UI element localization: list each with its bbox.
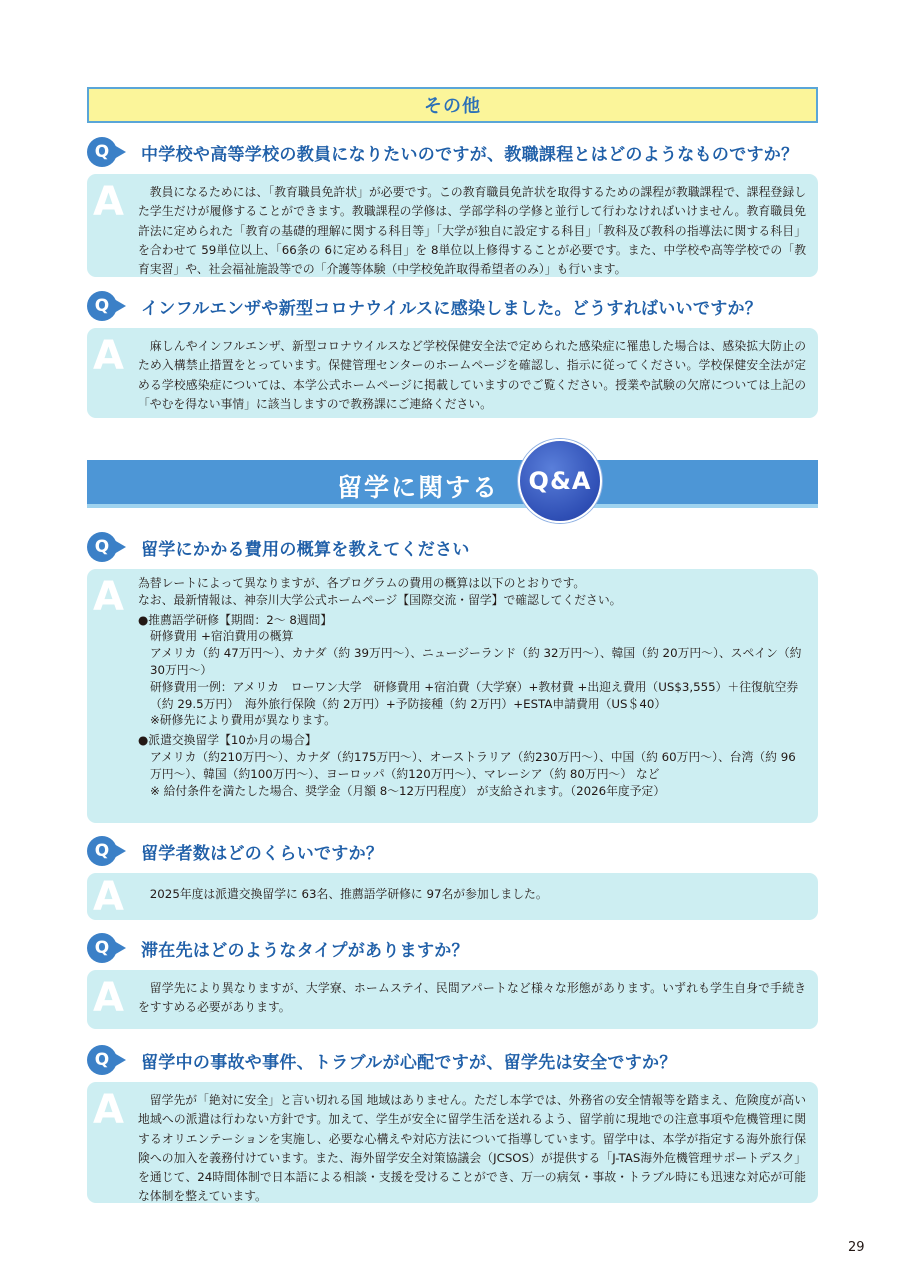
answer-text: 留学先により異なりますが、大学寮、ホームステイ、民間アパートなど様々な形態があります。いずれも学生自身で手続きをすすめる必要があります。 — [138, 981, 806, 1015]
question-row — [87, 137, 818, 167]
answer-icon: A — [93, 874, 124, 920]
answer-line: アメリカ（約 47万円～）、カナダ（約 39万円～）、ニュージーランド（約 32万円～）、韓国（約 20万円～）、スペイン（約 30万円～） — [150, 646, 802, 677]
question-text: 中学校や高等学校の教員になりたいのですが、教職課程とはどのようなものですか？ — [141, 144, 799, 165]
answer-icon: A — [93, 574, 124, 620]
answer-heading: ●派遣交換留学【10か月の場合】 — [138, 733, 317, 748]
question-text: 留学中の事故や事件、トラブルが心配ですが、留学先は安全ですか？ — [141, 1052, 677, 1073]
answer-text: 2025年度は派遣交換留学に 63名、推薦語学研修に 97名が参加しました。 — [149, 887, 548, 901]
question-icon: Q — [87, 291, 131, 321]
question-icon: Q — [87, 1045, 131, 1075]
question-text: インフルエンザや新型コロナウイルスに感染しました。どうすればいいですか？ — [141, 298, 763, 319]
answer-text: 教員になるためには、「教育職員免許状」が必要です。この教育職員免許状を取得するための課程が教職課程で、課程登録した学生だけが履修することができます。教職課程の学修は、学部学科の学修と並行して行わなければいけません。教育職員免許法に定められた「教育の基礎的理解に関する科目等」「大学が独自に設定する科目」「教科及び教科の指導法に関する科目」を合わせて 59単位以上、「66条の 6に定める科目」を 8単位以上修得することが必要です。また、中学校や高等学校での「教育実習」や、社会福祉施設等での「介護等体験（中学校免許取得希望者のみ）」も行います。 — [138, 185, 806, 277]
question-text: 滞在先はどのようなタイプがありますか？ — [141, 940, 469, 961]
question-text: 留学者数はどのくらいですか？ — [141, 843, 384, 864]
answer-line: アメリカ（約210万円～）、カナダ（約175万円～）、オーストラリア（約230万円～）、中国（約 60万円～）、台湾（約 96万円～）、韓国（約100万円～）、ヨーロッパ（約120万円～）、マレーシア（約 80万円～） など — [150, 749, 796, 781]
question-icon: Q — [87, 836, 131, 866]
qa-header-band — [87, 460, 818, 508]
question-icon: Q — [87, 137, 131, 167]
qa-badge-text: Q&A — [528, 467, 592, 495]
answer-line: 為替レートによって異なりますが、各プログラムの費用の概算は以下のとおりです。 — [138, 576, 586, 590]
question-row — [87, 1045, 818, 1075]
answer-box — [87, 970, 818, 1029]
answer-icon: A — [93, 179, 124, 225]
qa-header-title: 留学に関する — [337, 473, 500, 502]
answer-text: 留学先が「絶対に安全」と言い切れる国 地域はありません。ただし本学では、外務省の安全情報等を踏まえ、危険度が高い地域への派遣は行わない方針です。加えて、学生が安全に留学生活を送れるよう、留学前に現地での注意事項や危機管理に関するオリエンテーションを実施し、必要な心構えや対応方法について指導しています。留学中は、本学が指定する海外旅行保険への加入を義務付けています。また、海外留学安全対策協議会（JCSOS）が提供する「J-TAS海外危機管理サポートデスク」を通じて、24時間体制で日本語による相談・支援を受けることができ、万一の病気・事故・トラブル時にも迅速な対応が可能な体制を整えています。 — [138, 1093, 806, 1204]
question-row — [87, 933, 818, 963]
section-banner — [87, 87, 818, 123]
answer-note: ※ 給付条件を満たした場合、奨学金（月額 8～12万円程度） が支給されます。（2026年度予定） — [150, 783, 666, 798]
qa-badge — [518, 439, 602, 523]
question-row — [87, 532, 818, 562]
answer-line: 研修費用 +宿泊費用の概算 — [150, 629, 294, 644]
question-icon: Q — [87, 933, 131, 963]
answer-box — [87, 328, 818, 418]
answer-text: 麻しんやインフルエンザ、新型コロナウイルスなど学校保健安全法で定められた感染症に罹患した場合は、感染拡大防止のため入構禁止措置をとっています。保健管理センターのホームページを確認し、指示に従ってください。学校保健安全法が定める学校感染症については、本学公式ホームページに掲載していますのでご覧ください。授業や試験の欠席については上記の「やむを得ない事情」に該当しますので教務課にご連絡ください。 — [138, 339, 806, 411]
answer-heading: ●推薦語学研修【期間：2～ 8週間】 — [138, 612, 333, 627]
answer-icon: A — [93, 1087, 124, 1133]
answer-box — [87, 174, 818, 277]
answer-note: ※研修先により費用が異なります。 — [150, 713, 336, 728]
section-title: その他 — [424, 96, 481, 117]
page-number: 29 — [848, 1240, 865, 1255]
question-row — [87, 291, 818, 321]
question-text: 留学にかかる費用の概算を教えてください — [141, 539, 470, 560]
question-row — [87, 836, 818, 866]
question-icon: Q — [87, 532, 131, 562]
answer-icon: A — [93, 975, 124, 1021]
answer-line: なお、最新情報は、神奈川大学公式ホームページ【国際交流・留学】で確認してください。 — [138, 592, 622, 607]
answer-box — [87, 873, 818, 920]
answer-icon: A — [93, 333, 124, 379]
answer-line: 研修費用一例：アメリカ ローワン大学 研修費用 +宿泊費（大学寮）+教材費 +出迎え費用（US$3,555）＋往復航空券（約 29.5万円） 海外旅行保険（約 2万円）+予防接種（約 2万円）+ESTA申請費用（US＄40） — [150, 679, 799, 711]
answer-box — [87, 569, 818, 823]
answer-box — [87, 1082, 818, 1203]
